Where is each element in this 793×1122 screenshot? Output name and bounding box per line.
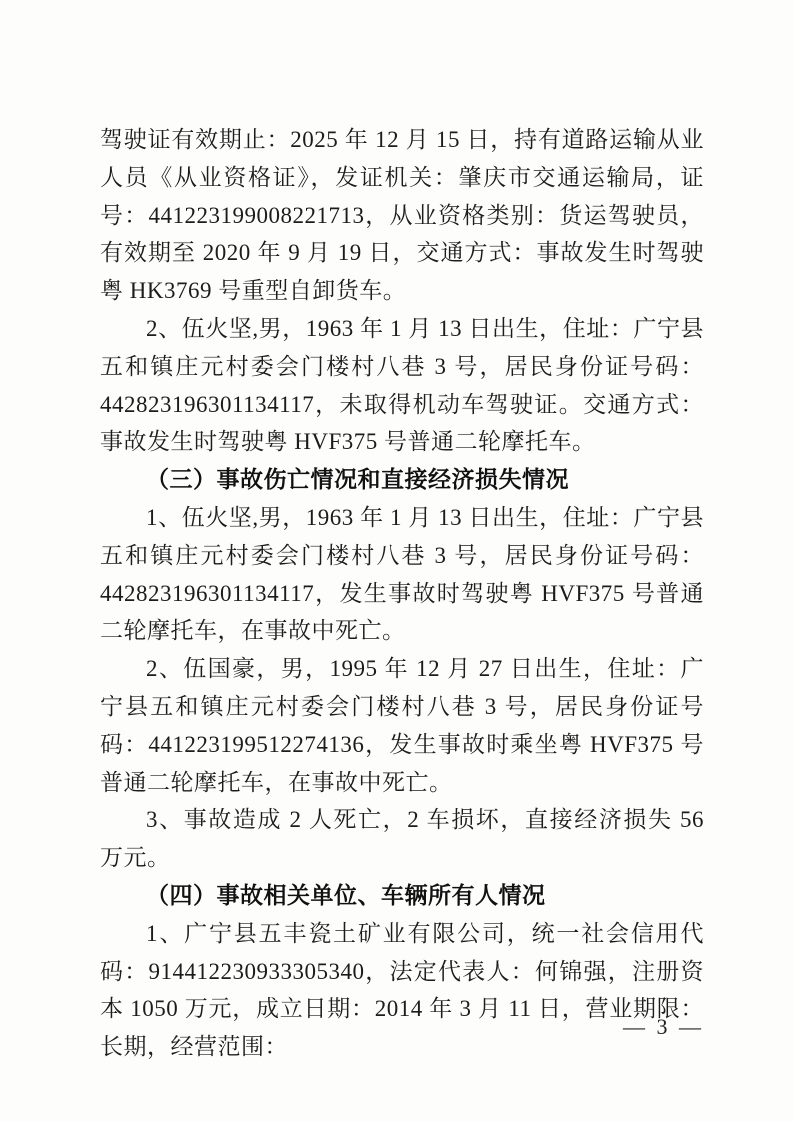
page-number: — 3 — bbox=[623, 1014, 704, 1039]
paragraph: 3、事故造成 2 人死亡，2 车损坏，直接经济损失 56 万元。 bbox=[100, 807, 704, 871]
paragraph: 2、伍国豪，男，1995 年 12 月 27 日出生，住址：广宁县五和镇庄元村委会门楼村八巷 3 号，居民身份证号码：441223199512274136，发生事故时乘坐粤 HVF375 号普通二轮摩托车，在事故中死亡。 bbox=[100, 656, 704, 795]
paragraph: 1、广宁县五丰瓷土矿业有限公司，统一社会信用代码：914412230933305340，法定代表人：何锦强，注册资本 1050 万元，成立日期：2014 年 3 月 11 日，营业期限：长期，经营范围： bbox=[100, 920, 704, 1060]
paragraph: 2、伍火坚,男，1963 年 1 月 13 日出生，住址：广宁县五和镇庄元村委会门楼村八巷 3 号，居民身份证号码：442823196301134117，未取得机动车驾驶证。交通方式：事故发生时驾驶粤 HVF375 号普通二轮摩托车。 bbox=[100, 315, 704, 455]
section-heading: （三）事故伤亡情况和直接经济损失情况 bbox=[146, 466, 569, 493]
section-heading: （四）事故相关单位、车辆所有人情况 bbox=[146, 881, 546, 908]
paragraph: 驾驶证有效期止：2025 年 12 月 15 日，持有道路运输从业人员《从业资格证》，发证机关：肇庆市交通运输局，证号：441223199008221713，从业资格类别：货运驾驶员，有效期至 2020 年 9 月 19 日，交通方式：事故发生时驾驶粤 HK3769 号重型自卸货车。 bbox=[100, 127, 704, 304]
paragraph: 1、伍火坚,男，1963 年 1 月 13 日出生，住址：广宁县五和镇庄元村委会门楼村八巷 3 号，居民身份证号码：442823196301134117，发生事故时驾驶粤 HVF375 号普通二轮摩托车，在事故中死亡。 bbox=[100, 504, 704, 644]
document-body bbox=[100, 121, 704, 1066]
